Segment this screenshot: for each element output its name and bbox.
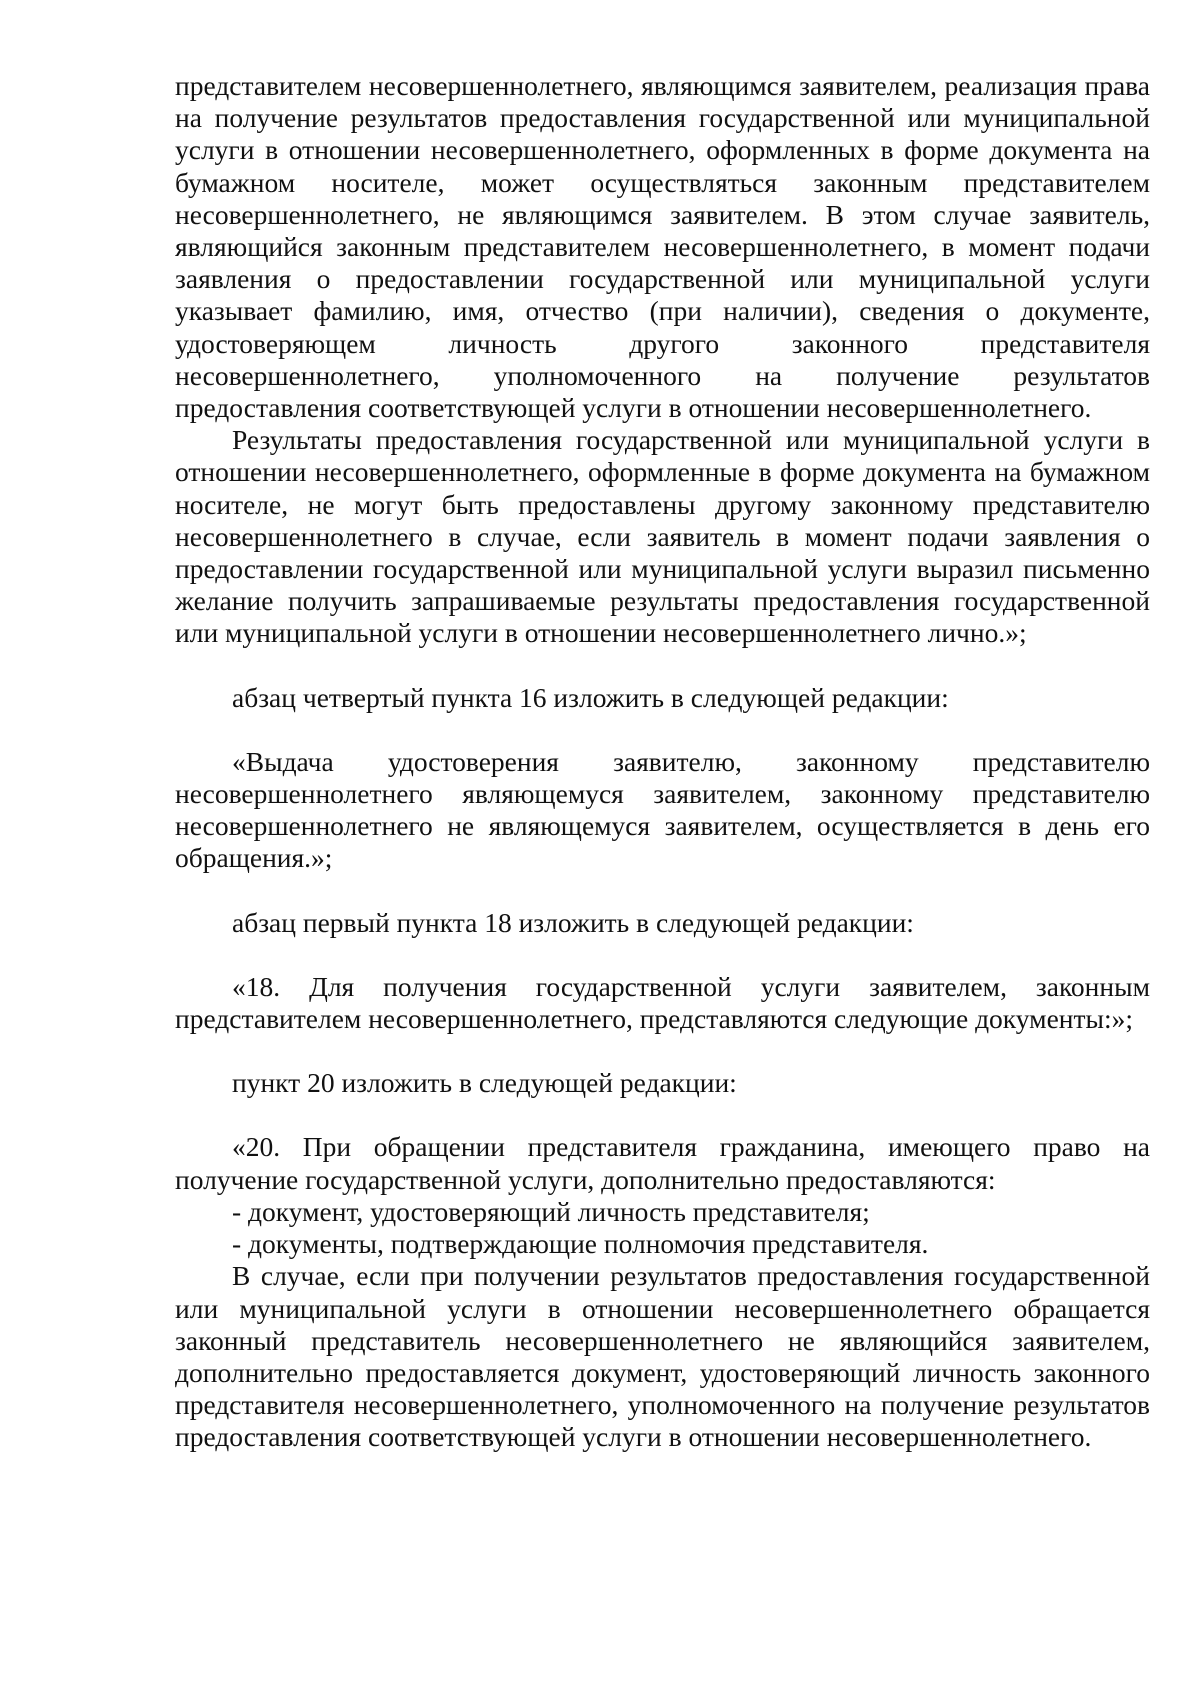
document-page: [175, 70, 1150, 1454]
paragraph-final: В случае, если при получении результатов предоставления государственной или муниципальной услуги в отношении несовершеннолетнего обращается законный представитель несовершеннолетнего не являющийся заявителем, дополнительно предоставляется документ, удостоверяющий личность законного представителя несовершеннолетнего, уполномоченного на получение результатов предоставления соответствующей услуги в отношении несовершеннолетнего.: [175, 1260, 1150, 1453]
list-item: - документ, удостоверяющий личность представителя;: [232, 1195, 870, 1227]
paragraph-instruction-16: абзац четвертый пункта 16 изложить в следующей редакции:: [232, 681, 949, 713]
paragraph-continuation: представителем несовершеннолетнего, являющимся заявителем, реализация права на получение результатов предоставления государственной или муниципальной услуги в отношении несовершеннолетнего, оформленных в форме документа на бумажном носителе, может осуществляться законным представителем несовершеннолетнего, не являющимся заявителем. В этом случае заявитель, являющийся законным представителем несовершеннолетнего, в момент подачи заявления о предоставлении государственной или муниципальной услуги указывает фамилию, имя, отчество (при наличии), сведения о документе, удостоверяющем личность другого законного представителя несовершеннолетнего, уполномоченного на получение результатов предоставления соответствующей услуги в отношении несовершеннолетнего.: [175, 70, 1150, 424]
paragraph-instruction-20: пункт 20 изложить в следующей редакции:: [232, 1067, 737, 1099]
paragraph-quote-20: «20. При обращении представителя гражданина, имеющего право на получение государственной услуги, дополнительно предоставляются:: [175, 1131, 1150, 1195]
list-item: - документы, подтверждающие полномочия представителя.: [232, 1228, 929, 1260]
paragraph-results: Результаты предоставления государственной или муниципальной услуги в отношении несовершеннолетнего, оформленные в форме документа на бумажном носителе, не могут быть предоставлены другому законному представителю несовершеннолетнего в случае, если заявитель в момент подачи заявления о предоставлении государственной или муниципальной услуги выразил письменно желание получить запрашиваемые результаты предоставления государственной или муниципальной услуги в отношении несовершеннолетнего лично.»;: [175, 424, 1150, 649]
paragraph-quote-18: «18. Для получения государственной услуги заявителем, законным представителем несовершеннолетнего, представляются следующие документы:»;: [175, 970, 1150, 1035]
paragraph-quote-16: «Выдача удостоверения заявителю, законному представителю несовершеннолетнего являющемуся заявителем, законному представителю несовершеннолетнего не являющемуся заявителем, осуществляется в день его обращения.»;: [175, 745, 1150, 874]
paragraph-instruction-18: абзац первый пункта 18 изложить в следующей редакции:: [232, 906, 914, 938]
